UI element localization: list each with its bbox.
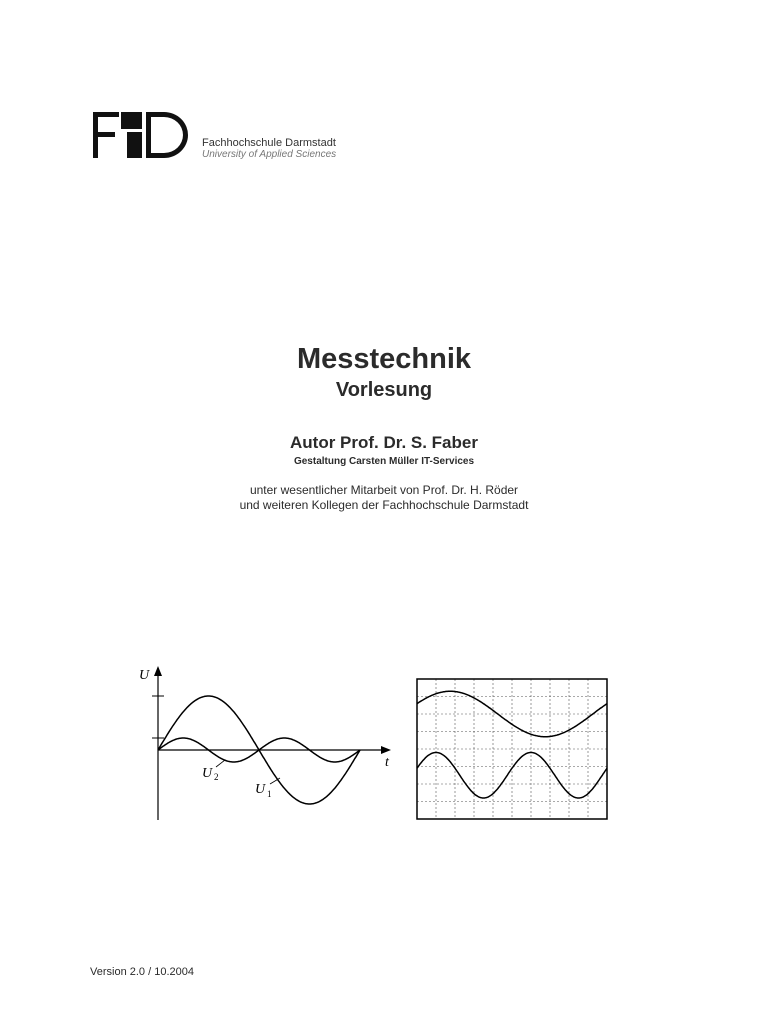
oscilloscope-display: [414, 676, 610, 822]
author-line: Autor Prof. Dr. S. Faber: [290, 433, 478, 452]
institution-subtitle: University of Applied Sciences: [202, 149, 337, 160]
u2-label-sub: 2: [214, 772, 219, 782]
u1-label: U: [255, 782, 266, 797]
design-credit: Gestaltung Carsten Müller IT-Services: [293, 456, 475, 467]
institution-name: Fachhochschule Darmstadt: [202, 137, 336, 149]
document-subtitle: Vorlesung: [335, 379, 433, 401]
collaboration-line-2: und weiteren Kollegen der Fachhochschule Darmstadt: [239, 498, 529, 512]
u1-label-sub: 1: [267, 789, 272, 799]
u2-label: U: [202, 766, 213, 781]
fhd-logo: [92, 111, 192, 159]
y-axis-arrow: [154, 666, 162, 676]
logo-text: [202, 138, 336, 160]
y-axis-label: U: [139, 668, 150, 683]
version-info: Version 2.0 / 10.2004: [90, 966, 194, 978]
collaboration-line-1: unter wesentlicher Mitarbeit von Prof. Dr. H. Röder: [249, 483, 519, 497]
x-axis-label: t: [385, 755, 389, 770]
x-axis-arrow: [381, 746, 391, 754]
sine-wave-diagram: [130, 660, 400, 830]
document-title: Messtechnik: [296, 343, 472, 375]
